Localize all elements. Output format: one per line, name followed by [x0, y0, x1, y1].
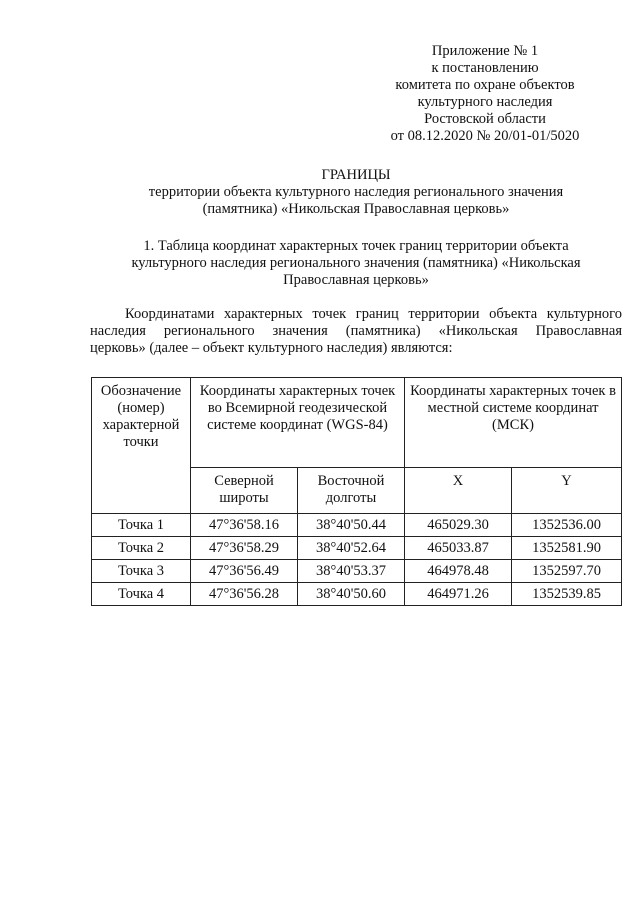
cell-y: 1352581.90: [512, 537, 622, 560]
appendix-header: [360, 43, 610, 145]
table-header-row: [92, 378, 622, 468]
coordinates-table: [91, 377, 622, 606]
title-heading: ГРАНИЦЫ: [321, 167, 391, 183]
cell-east: 38°40'52.64: [298, 537, 405, 560]
cell-north: 47°36'58.29: [191, 537, 298, 560]
intro-line: Координатами характерных точек границ территории объекта культурного: [125, 306, 622, 322]
section-heading-line: Православная церковь»: [283, 272, 429, 288]
header-msk: Координаты характерных точек в местной системе координат (МСК): [405, 378, 622, 468]
cell-x: 465033.87: [405, 537, 512, 560]
cell-east: 38°40'50.60: [298, 583, 405, 606]
header-designation: Обозначение (номер) характерной точки: [92, 378, 191, 514]
cell-east: 38°40'53.37: [298, 560, 405, 583]
table-row: [92, 583, 622, 606]
cell-point: Точка 4: [92, 583, 191, 606]
cell-y: 1352539.85: [512, 583, 622, 606]
section-heading-line: 1. Таблица координат характерных точек границ территории объекта: [143, 238, 569, 254]
table-row: [92, 514, 622, 537]
header-wgs84: Координаты характерных точек во Всемирной геодезической системе координат (WGS-84): [191, 378, 405, 468]
appendix-line: комитета по охране объектов: [395, 77, 575, 93]
cell-x: 465029.30: [405, 514, 512, 537]
cell-north: 47°36'56.28: [191, 583, 298, 606]
subheader-east: Восточной долготы: [298, 468, 405, 514]
cell-east: 38°40'50.44: [298, 514, 405, 537]
cell-north: 47°36'58.16: [191, 514, 298, 537]
document-title: [90, 167, 622, 218]
intro-line: наследия регионального значения (памятника) «Никольская Православная: [90, 323, 622, 339]
subheader-north: Северной широты: [191, 468, 298, 514]
table-row: [92, 560, 622, 583]
cell-point: Точка 1: [92, 514, 191, 537]
cell-x: 464971.26: [405, 583, 512, 606]
cell-y: 1352597.70: [512, 560, 622, 583]
appendix-line: к постановлению: [431, 60, 539, 76]
title-subtitle-line: (памятника) «Никольская Православная церковь»: [202, 201, 510, 217]
appendix-line: культурного наследия: [417, 94, 553, 110]
cell-point: Точка 3: [92, 560, 191, 583]
table-row: [92, 537, 622, 560]
title-subtitle-line: территории объекта культурного наследия регионального значения: [148, 184, 564, 200]
subheader-x: X: [405, 468, 512, 514]
subheader-y: Y: [512, 468, 622, 514]
cell-x: 464978.48: [405, 560, 512, 583]
intro-line: церковь» (далее – объект культурного наследия) являются:: [90, 340, 453, 356]
section-heading: [90, 238, 622, 289]
cell-y: 1352536.00: [512, 514, 622, 537]
appendix-line: Ростовской области: [424, 111, 546, 127]
cell-north: 47°36'56.49: [191, 560, 298, 583]
cell-point: Точка 2: [92, 537, 191, 560]
section-heading-line: культурного наследия регионального значения (памятника) «Никольская: [131, 255, 581, 271]
appendix-line: от 08.12.2020 № 20/01-01/5020: [390, 128, 580, 144]
appendix-line: Приложение № 1: [431, 43, 539, 59]
intro-paragraph: [90, 306, 622, 357]
